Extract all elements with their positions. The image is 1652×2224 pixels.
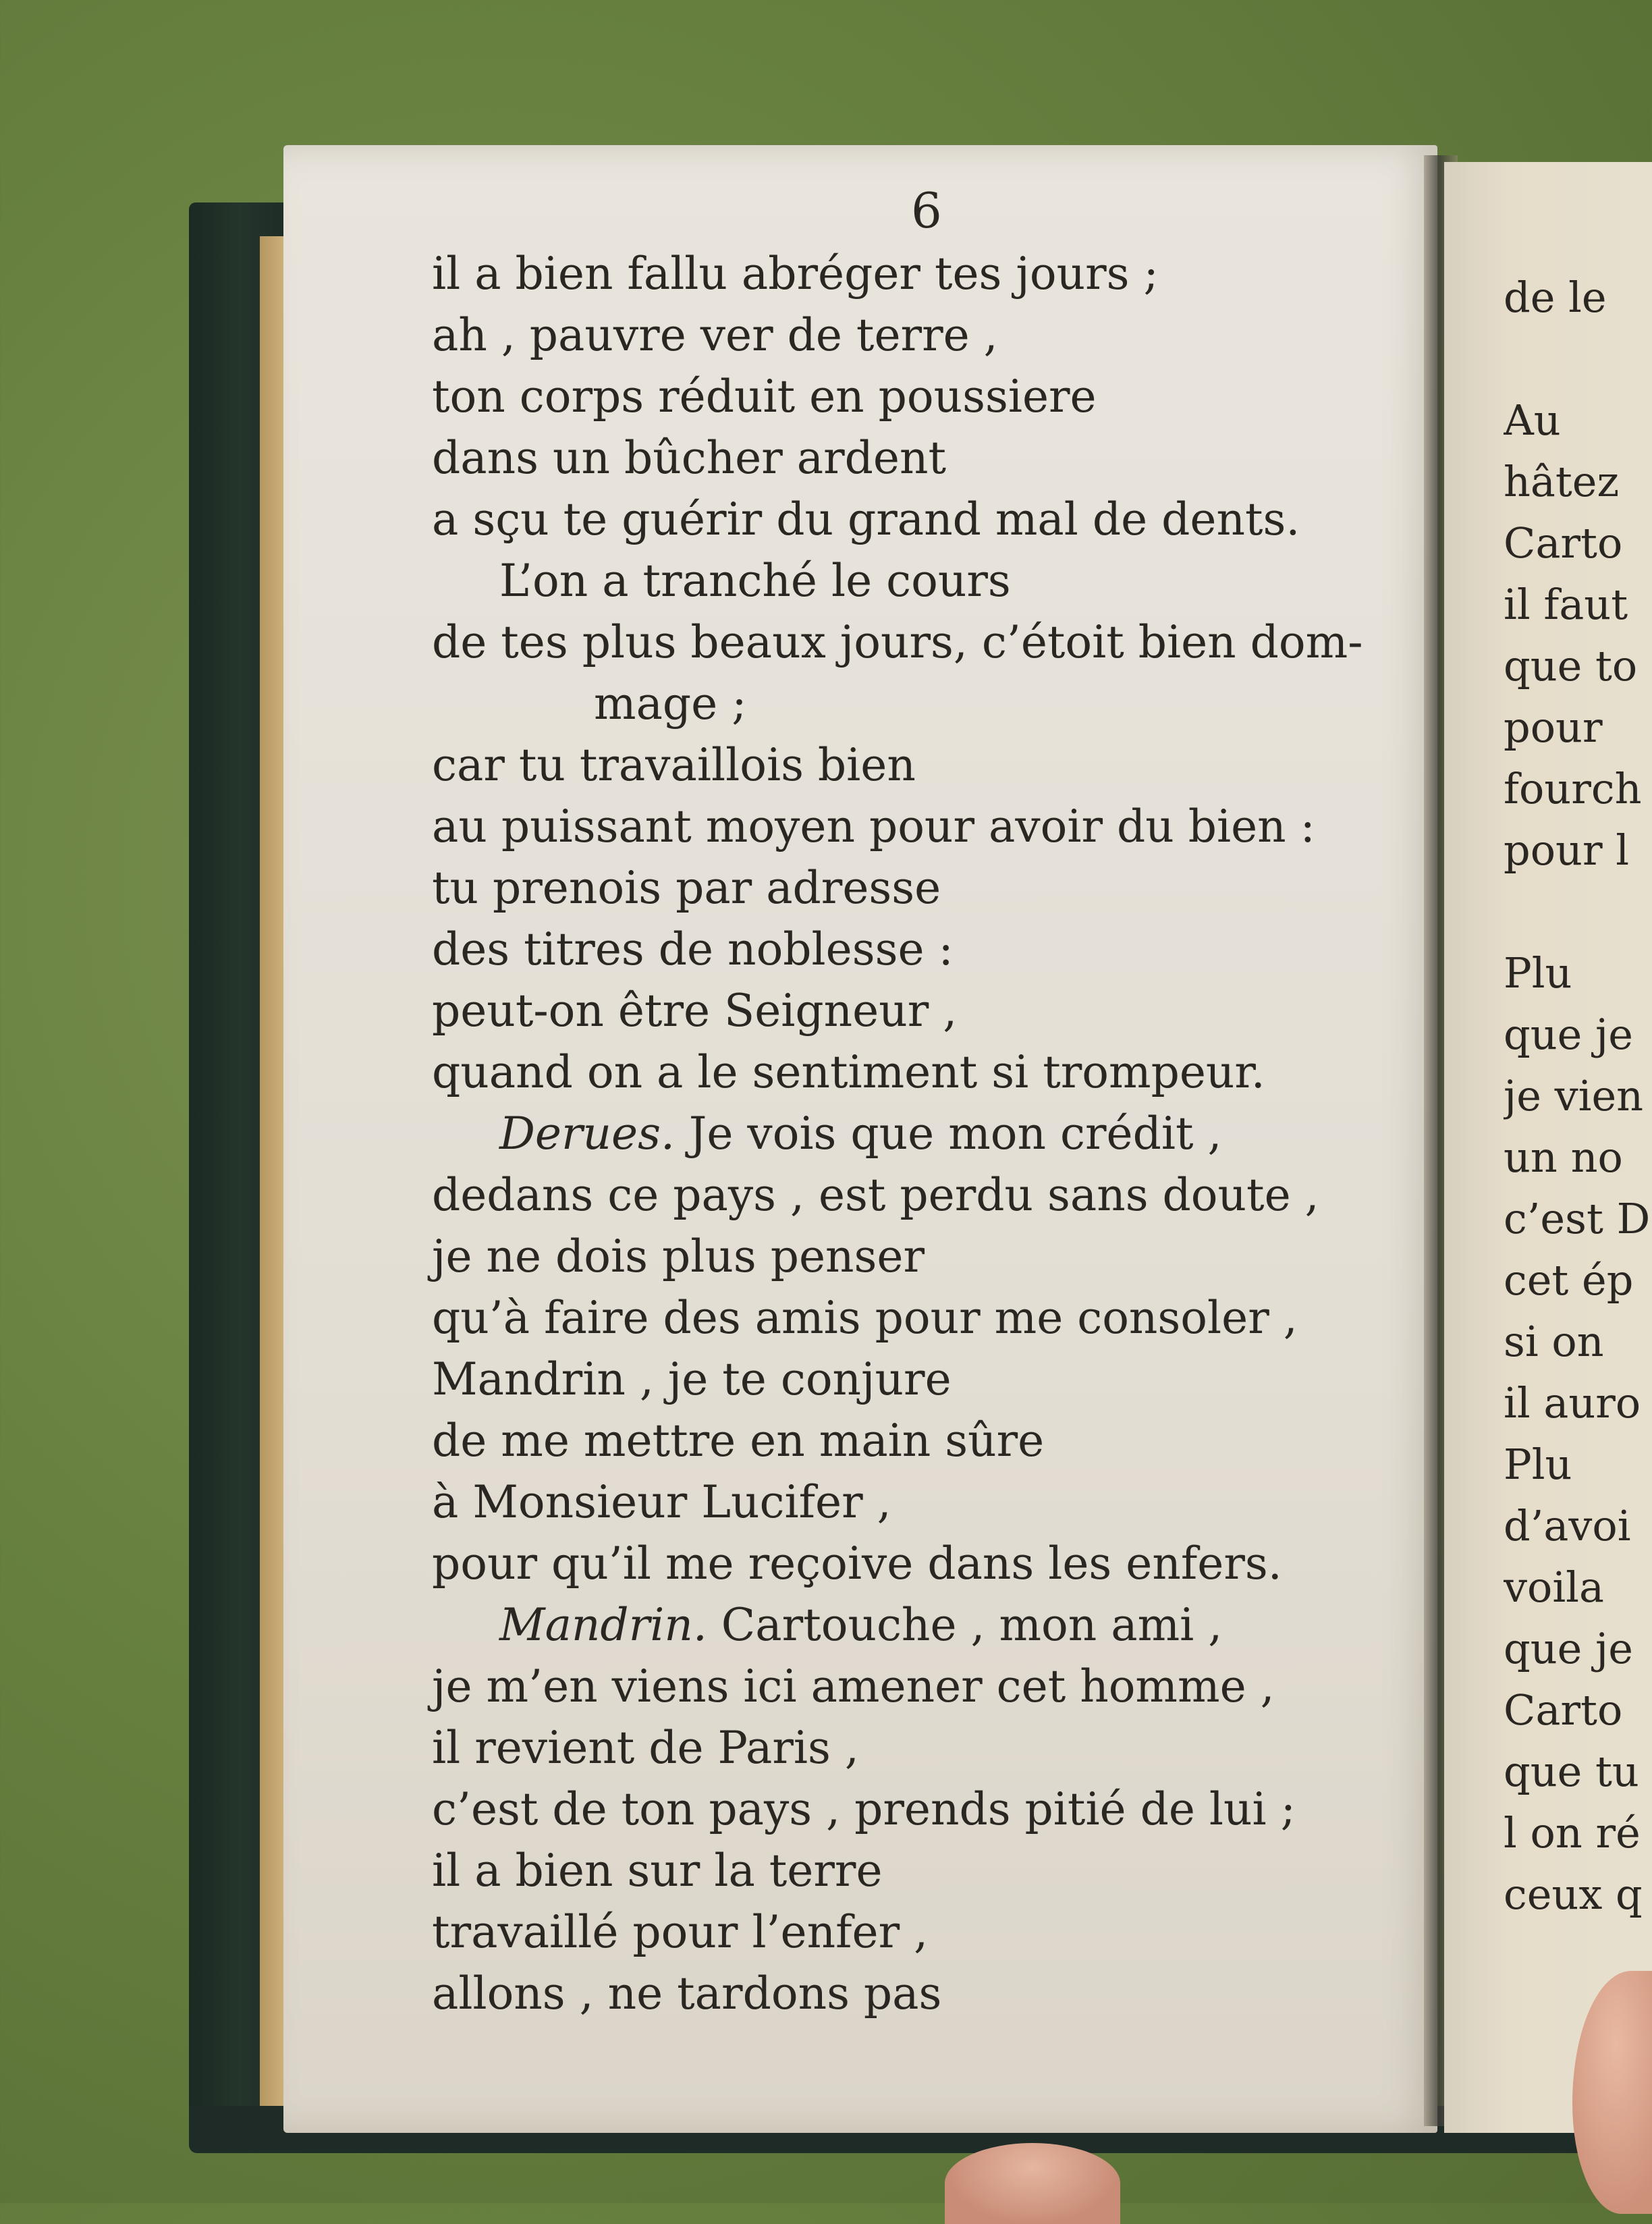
text-line xyxy=(1504,881,1652,942)
left-page-text xyxy=(432,243,1397,2024)
line-text: ton corps réduit en poussiere xyxy=(432,371,1097,423)
text-line xyxy=(432,673,1397,734)
text-line: c’est D xyxy=(1504,1194,1651,1243)
line-text: allons , ne tardons pas xyxy=(432,1968,942,2019)
text-line: pour xyxy=(1504,703,1603,752)
text-line: un no xyxy=(1504,1133,1623,1182)
text-line: ceux q xyxy=(1504,1870,1643,1919)
text-line: de le xyxy=(1504,273,1607,322)
text-line xyxy=(432,1594,1397,1656)
text-line xyxy=(432,1471,1397,1533)
text-line xyxy=(432,1041,1397,1103)
text-line: Au xyxy=(1504,396,1561,445)
text-line: que tu xyxy=(1504,1747,1639,1796)
line-text: il revient de Paris , xyxy=(432,1722,859,1774)
text-line xyxy=(432,857,1397,919)
text-line xyxy=(432,1226,1397,1287)
speaker-name: Derues. xyxy=(499,1108,675,1160)
text-line: Carto xyxy=(1504,518,1623,568)
text-line xyxy=(432,1656,1397,1717)
text-line: hâtez xyxy=(1504,457,1620,506)
text-line xyxy=(432,1533,1397,1594)
line-text: je m’en viens ici amener cet homme , xyxy=(432,1660,1275,1712)
text-line xyxy=(432,1349,1397,1410)
line-text: car tu travaillois bien xyxy=(432,739,916,791)
text-line: il auro xyxy=(1504,1378,1641,1428)
line-text: quand on a le sentiment si trompeur. xyxy=(432,1046,1265,1098)
line-text: de tes plus beaux jours, c’étoit bien dom- xyxy=(432,616,1363,668)
text-line xyxy=(432,1963,1397,2024)
line-text: dans un bûcher ardent xyxy=(432,432,946,484)
text-line: l on ré xyxy=(1504,1808,1641,1857)
line-text: peut-on être Seigneur , xyxy=(432,985,958,1037)
text-line: voila xyxy=(1504,1563,1604,1612)
finger xyxy=(945,2143,1120,2224)
text-line xyxy=(432,1717,1397,1779)
text-line: que je xyxy=(1504,1010,1633,1059)
line-text: je ne dois plus penser xyxy=(432,1230,925,1282)
text-line xyxy=(432,427,1397,489)
text-line xyxy=(432,796,1397,857)
line-text: il a bien sur la terre xyxy=(432,1845,883,1897)
text-line: d’avoi xyxy=(1504,1501,1631,1550)
text-line xyxy=(432,550,1397,612)
text-line xyxy=(432,1287,1397,1349)
text-line xyxy=(432,612,1397,673)
text-line xyxy=(432,243,1397,304)
text-line xyxy=(1504,328,1652,389)
line-text: qu’à faire des amis pour me consoler , xyxy=(432,1292,1298,1344)
text-line: il faut xyxy=(1504,580,1628,629)
line-text: Je vois que mon crédit , xyxy=(674,1108,1222,1160)
line-text: Cartouche , mon ami , xyxy=(707,1599,1223,1651)
text-line: que je xyxy=(1504,1624,1633,1673)
line-text: il a bien fallu abréger tes jours ; xyxy=(432,248,1159,300)
text-line: fourch xyxy=(1504,764,1642,813)
text-line xyxy=(432,489,1397,550)
text-line: si on xyxy=(1504,1317,1604,1366)
line-text: ah , pauvre ver de terre , xyxy=(432,309,998,361)
page-number: 6 xyxy=(911,182,942,239)
line-text: tu prenois par adresse xyxy=(432,862,941,914)
line-text: c’est de ton pays , prends pitié de lui ; xyxy=(432,1783,1296,1835)
text-line: cet ép xyxy=(1504,1255,1634,1305)
text-line xyxy=(432,366,1397,427)
line-text: à Monsieur Lucifer , xyxy=(432,1476,891,1528)
text-line: Plu xyxy=(1504,948,1572,998)
line-text: Mandrin , je te conjure xyxy=(432,1353,952,1405)
line-text: dedans ce pays , est perdu sans doute , xyxy=(432,1169,1319,1221)
text-line xyxy=(432,1164,1397,1226)
line-text: au puissant moyen pour avoir du bien : xyxy=(432,801,1315,852)
text-line xyxy=(432,919,1397,980)
text-line: que to xyxy=(1504,641,1638,690)
text-line: Carto xyxy=(1504,1685,1623,1735)
text-line xyxy=(432,1840,1397,1901)
text-line: Plu xyxy=(1504,1440,1572,1489)
speaker-name: Mandrin. xyxy=(499,1599,707,1651)
text-line xyxy=(432,1901,1397,1963)
line-text: des titres de noblesse : xyxy=(432,923,954,975)
text-line xyxy=(432,1779,1397,1840)
line-text: a sçu te guérir du grand mal de dents. xyxy=(432,493,1300,545)
right-page-text xyxy=(1504,267,1652,1925)
text-line: pour l xyxy=(1504,825,1630,875)
line-text: L’on a tranché le cours xyxy=(499,555,1011,607)
text-line: je vien xyxy=(1504,1071,1644,1120)
line-text: travaillé pour l’enfer , xyxy=(432,1906,929,1958)
text-line xyxy=(432,980,1397,1041)
line-text: pour qu’il me reçoive dans les enfers. xyxy=(432,1538,1282,1590)
text-line xyxy=(432,304,1397,366)
text-line xyxy=(432,734,1397,796)
line-text: de me mettre en main sûre xyxy=(432,1415,1045,1467)
text-line xyxy=(432,1410,1397,1471)
text-line xyxy=(432,1103,1397,1164)
line-text: mage ; xyxy=(594,678,747,730)
